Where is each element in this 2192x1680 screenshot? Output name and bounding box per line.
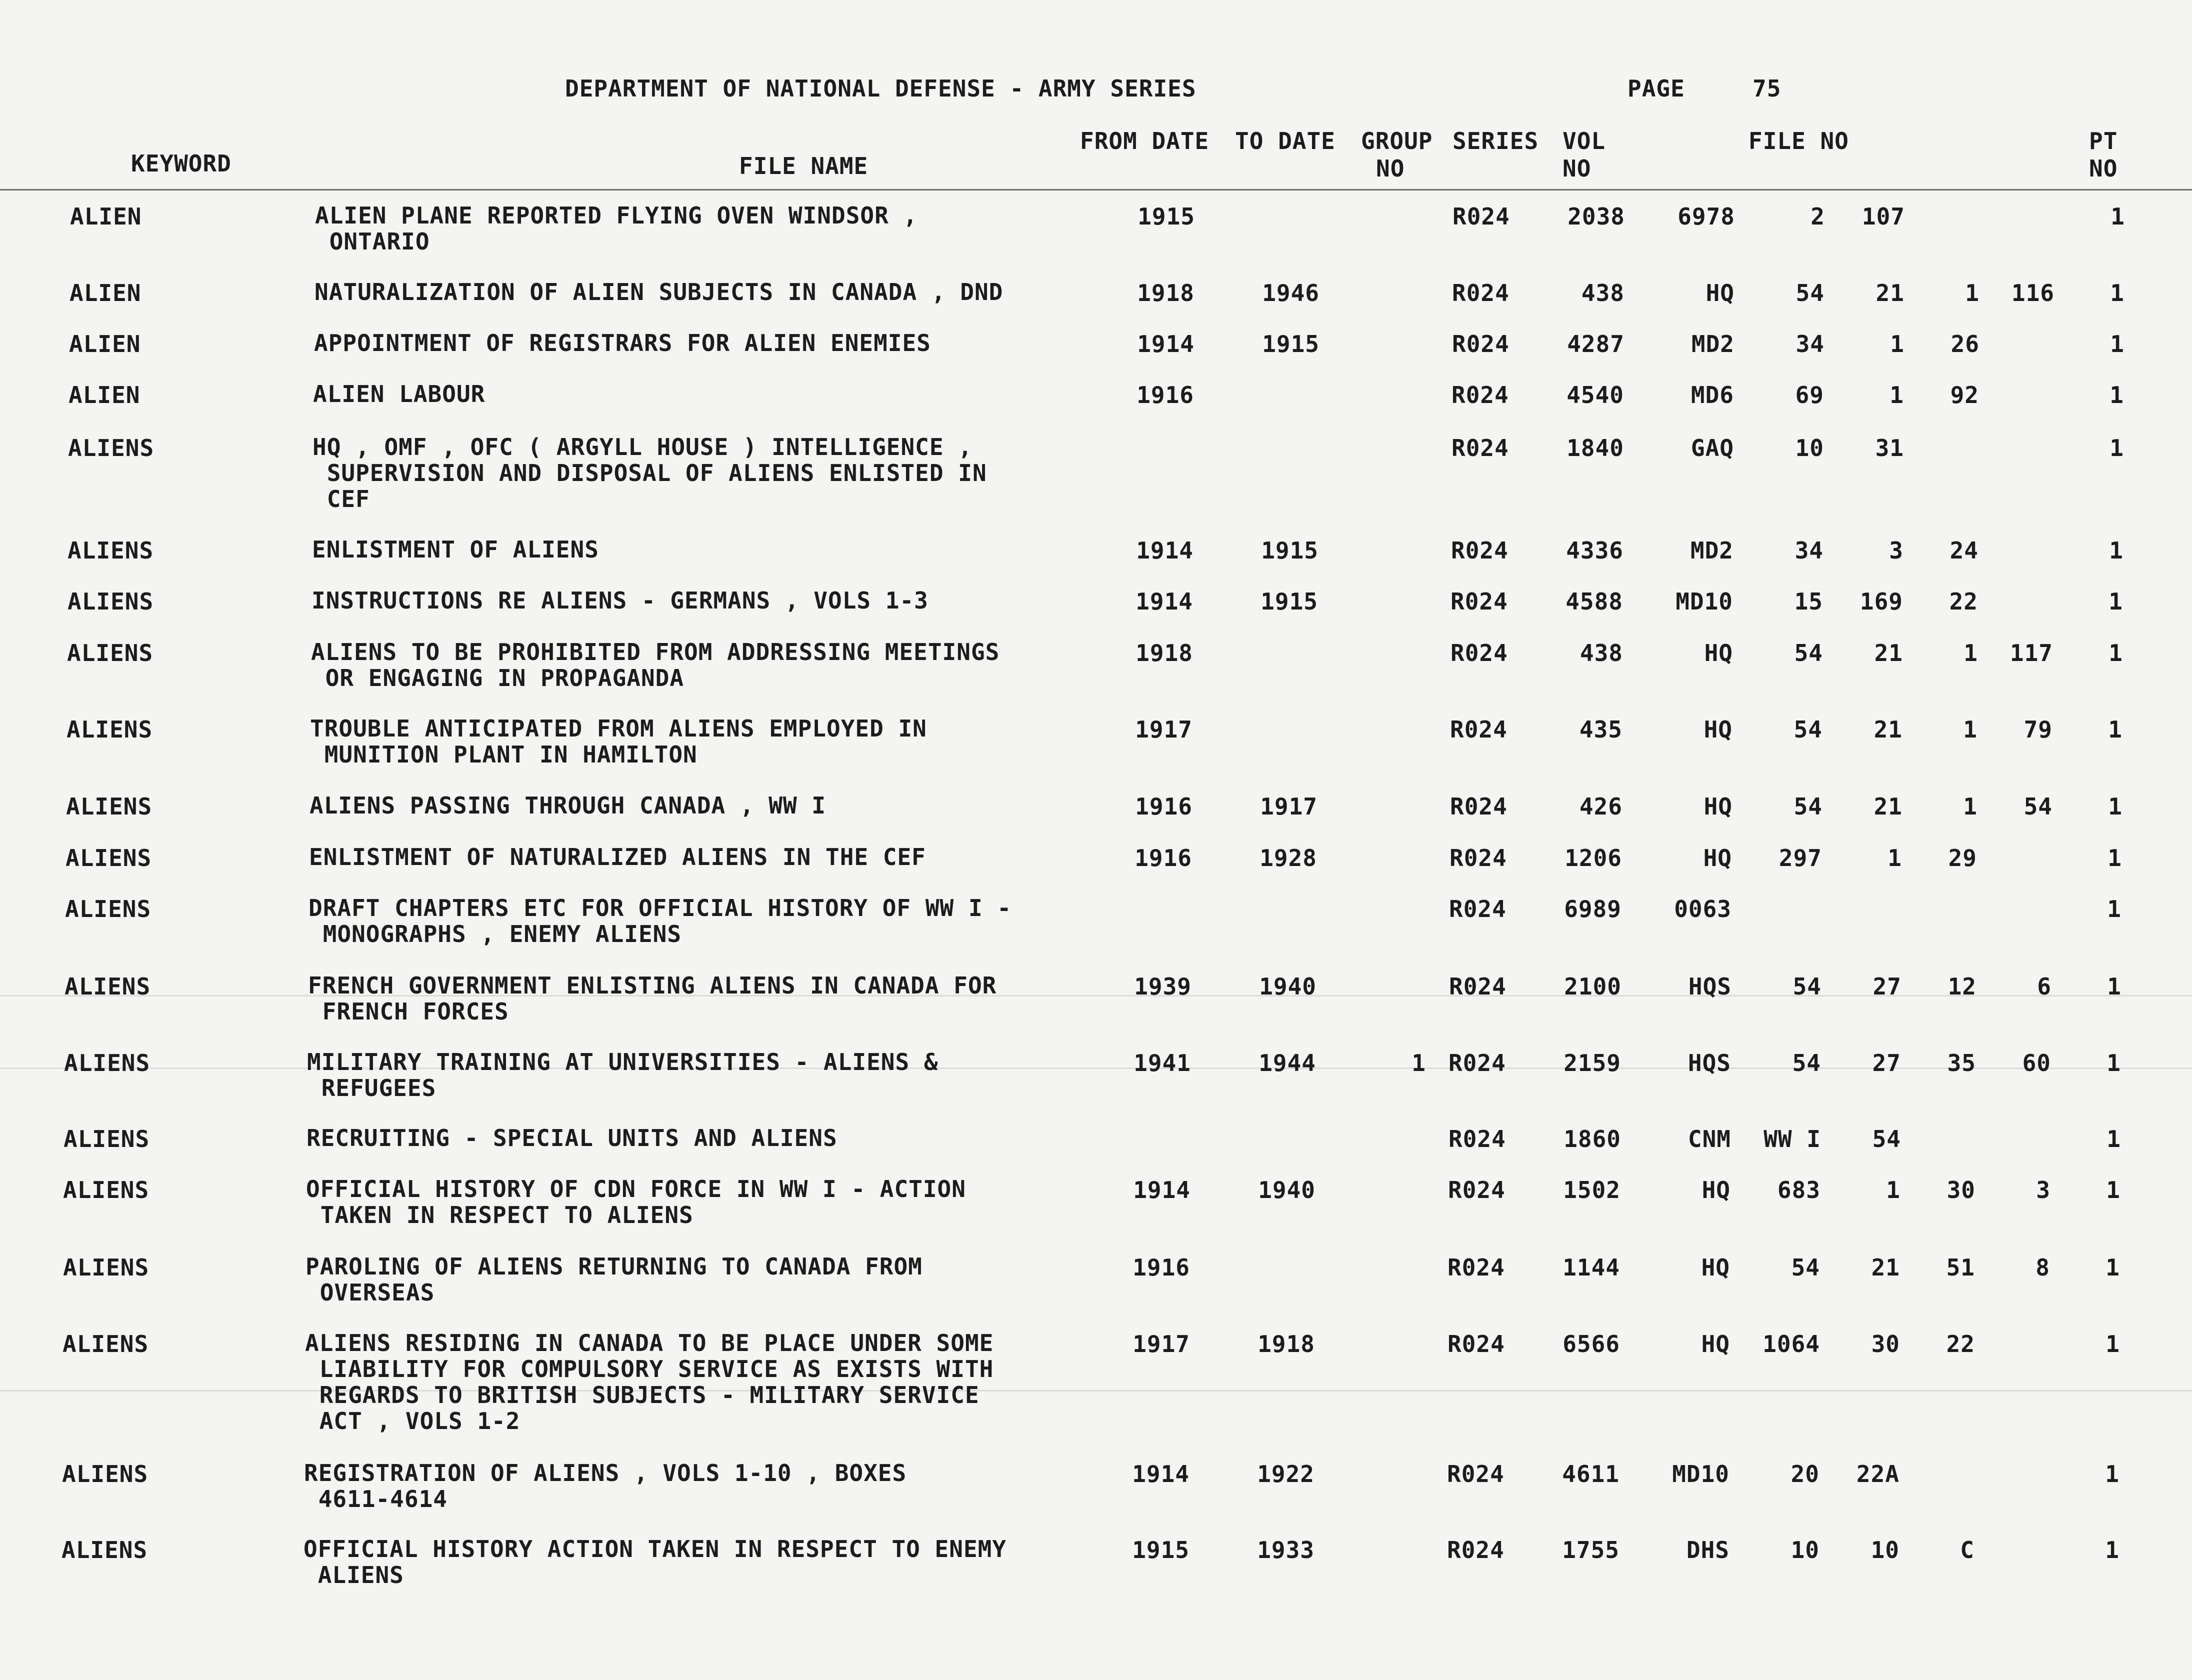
cell-vol-no: 438	[1580, 640, 1623, 666]
cell-pt-no: 1	[2106, 1330, 2120, 1358]
cell-pt-no: 1	[2110, 382, 2124, 408]
cell-keyword: ALIENS	[68, 537, 154, 564]
cell-to-date: 1944	[1258, 1050, 1316, 1076]
cell-to-date: 1917	[1260, 793, 1318, 820]
cell-vol-no: 1840	[1566, 434, 1624, 462]
cell-file-name: ALIENS TO BE PROHIBITED FROM ADDRESSING MEETINGS OR ENGAGING IN PROPAGANDA	[311, 638, 1000, 692]
cell-keyword: ALIENS	[68, 434, 154, 462]
cell-file-name: ALIEN PLANE REPORTED FLYING OVEN WINDSOR , ONTARIO	[315, 202, 918, 255]
cell-to-date: 1933	[1257, 1536, 1314, 1564]
cell-file-no-4: 1	[1964, 640, 1978, 666]
cell-series: R024	[1448, 1254, 1505, 1281]
document-title: DEPARTMENT OF NATIONAL DEFENSE - ARMY SERIES	[565, 75, 1196, 102]
cell-file-name: ALIENS PASSING THROUGH CANADA , WW I	[310, 792, 826, 819]
cell-vol-no: 6989	[1564, 896, 1622, 922]
cell-vol-no: 4540	[1566, 382, 1624, 408]
cell-file-name: PAROLING OF ALIENS RETURNING TO CANADA FROM OVERSEAS	[306, 1253, 922, 1306]
cell-series: R024	[1450, 844, 1507, 872]
cell-from-date: 1916	[1136, 382, 1194, 408]
cell-file-no-2: 69	[1795, 382, 1824, 408]
cell-file-no-3: 27	[1872, 1050, 1901, 1076]
cell-file-no-3: 21	[1874, 640, 1903, 666]
cell-file-no-1: CNM	[1688, 1126, 1731, 1152]
cell-keyword: ALIEN	[70, 203, 142, 230]
cell-keyword: ALIENS	[64, 973, 151, 1000]
cell-file-no-4: C	[1960, 1536, 1974, 1564]
cell-series: R024	[1452, 434, 1509, 462]
cell-file-no-1: HQ	[1702, 1176, 1730, 1204]
cell-file-no-2: WW I	[1764, 1126, 1821, 1152]
cell-file-name: OFFICIAL HISTORY OF CDN FORCE IN WW I - ACTION TAKEN IN RESPECT TO ALIENS	[306, 1176, 966, 1228]
cell-file-no-3: 22A	[1856, 1460, 1900, 1488]
cell-vol-no: 4611	[1562, 1460, 1620, 1488]
cell-file-no-1: HQS	[1688, 973, 1732, 1000]
cell-file-no-1: DHS	[1686, 1536, 1730, 1564]
cell-group-no: 1	[1412, 1050, 1426, 1076]
cell-series: R024	[1450, 793, 1508, 820]
cell-series: R024	[1449, 896, 1506, 922]
cell-pt-no: 1	[2106, 1254, 2120, 1281]
cell-to-date: 1940	[1258, 1176, 1316, 1204]
cell-file-no-3: 169	[1860, 588, 1903, 615]
cell-file-name: TROUBLE ANTICIPATED FROM ALIENS EMPLOYED IN MUNITION PLANT IN HAMILTON	[310, 715, 927, 768]
column-header-group-no: NO	[1376, 155, 1405, 182]
cell-file-no-1: GAQ	[1690, 434, 1734, 462]
cell-file-name: ALIEN LABOUR	[313, 380, 486, 408]
cell-keyword: ALIENS	[64, 1126, 150, 1152]
column-header-pt-no: NO	[2089, 155, 2118, 182]
cell-file-name: MILITARY TRAINING AT UNIVERSITIES - ALIENS & REFUGEES	[307, 1048, 938, 1102]
cell-file-no-3: 27	[1872, 973, 1902, 1000]
cell-file-no-2: 1064	[1762, 1330, 1820, 1358]
cell-file-no-2: 34	[1794, 537, 1824, 564]
column-header-keyword: KEYWORD	[131, 150, 232, 177]
cell-file-name: FRENCH GOVERNMENT ENLISTING ALIENS IN CANADA FOR FRENCH FORCES	[308, 972, 997, 1025]
cell-file-no-1: HQ	[1704, 716, 1732, 743]
cell-file-no-5: 3	[2036, 1176, 2050, 1204]
cell-file-no-4: 22	[1949, 588, 1978, 615]
cell-file-no-1: 6978	[1678, 203, 1735, 230]
cell-file-no-2: 297	[1778, 844, 1822, 872]
column-header-series: SERIES	[1452, 128, 1539, 154]
cell-keyword: ALIENS	[67, 640, 154, 666]
cell-pt-no: 1	[2110, 434, 2124, 462]
cell-file-no-1: MD10	[1676, 588, 1733, 615]
cell-keyword: ALIEN	[69, 330, 141, 358]
cell-pt-no: 1	[2110, 330, 2124, 358]
cell-file-no-2: 54	[1791, 1254, 1820, 1281]
cell-file-no-4: 1	[1963, 716, 1978, 743]
cell-file-name: ENLISTMENT OF NATURALIZED ALIENS IN THE CEF	[309, 844, 926, 870]
cell-series: R024	[1451, 537, 1508, 564]
cell-file-no-4: 29	[1948, 844, 1977, 872]
cell-series: R024	[1447, 1460, 1504, 1488]
cell-from-date: 1914	[1132, 1460, 1190, 1488]
cell-to-date: 1915	[1261, 537, 1318, 564]
cell-vol-no: 4287	[1567, 330, 1624, 358]
cell-file-no-2: 54	[1794, 716, 1822, 743]
cell-keyword: ALIENS	[64, 1050, 150, 1076]
cell-to-date: 1915	[1260, 588, 1318, 615]
cell-from-date: 1915	[1132, 1536, 1190, 1564]
column-header-from-date: FROM DATE	[1080, 128, 1210, 154]
cell-series: R024	[1452, 280, 1510, 306]
cell-file-name: ENLISTMENT OF ALIENS	[312, 536, 599, 563]
cell-from-date: 1918	[1137, 280, 1194, 306]
cell-keyword: ALIENS	[65, 896, 152, 922]
cell-to-date: 1928	[1260, 844, 1317, 872]
cell-file-no-2: 54	[1792, 1050, 1821, 1076]
cell-vol-no: 6566	[1562, 1330, 1620, 1358]
cell-file-name: ALIENS RESIDING IN CANADA TO BE PLACE UNDER SOME LIABILITY FOR COMPULSORY SERVICE AS EXISTS WITH REGARDS TO BRITISH SUBJECTS - MILITARY SERVICE ACT , VOLS 1-2	[305, 1330, 994, 1434]
column-header-group: GROUP	[1361, 128, 1433, 154]
cell-keyword: ALIENS	[63, 1254, 150, 1281]
cell-file-no-2: 54	[1796, 280, 1824, 306]
cell-series: R024	[1450, 716, 1508, 743]
column-header-pt: PT	[2089, 128, 2118, 154]
cell-file-no-2: 20	[1790, 1460, 1820, 1488]
page-label: PAGE	[1628, 75, 1685, 102]
cell-series: R024	[1450, 640, 1508, 666]
cell-pt-no: 1	[2107, 973, 2122, 1000]
cell-pt-no: 1	[2110, 280, 2124, 306]
cell-from-date: 1918	[1136, 640, 1193, 666]
cell-series: R024	[1448, 1330, 1505, 1358]
cell-file-no-3: 30	[1871, 1330, 1900, 1358]
cell-series: R024	[1449, 973, 1506, 1000]
cell-pt-no: 1	[2105, 1536, 2120, 1564]
cell-file-no-3: 21	[1874, 793, 1902, 820]
cell-vol-no: 2038	[1568, 203, 1625, 230]
cell-file-no-4: 22	[1946, 1330, 1975, 1358]
cell-series: R024	[1452, 203, 1510, 230]
cell-file-name: DRAFT CHAPTERS ETC FOR OFFICIAL HISTORY OF WW I - MONOGRAPHS , ENEMY ALIENS	[308, 894, 1012, 948]
cell-pt-no: 1	[2108, 716, 2122, 743]
cell-keyword: ALIENS	[63, 1176, 150, 1204]
cell-vol-no: 1502	[1563, 1176, 1620, 1204]
page-number: 75	[1752, 75, 1782, 102]
cell-file-no-3: 3	[1889, 537, 1904, 564]
cell-keyword: ALIENS	[68, 588, 154, 615]
cell-from-date: 1914	[1133, 1176, 1190, 1204]
cell-file-no-5: 117	[2010, 640, 2053, 666]
cell-file-no-1: MD2	[1690, 537, 1734, 564]
cell-file-no-3: 21	[1874, 716, 1902, 743]
cell-file-no-1: HQS	[1688, 1050, 1731, 1076]
cell-file-name: INSTRUCTIONS RE ALIENS - GERMANS , VOLS 1-3	[312, 587, 928, 614]
cell-vol-no: 1755	[1562, 1536, 1620, 1564]
cell-vol-no: 2100	[1564, 973, 1622, 1000]
cell-keyword: ALIEN	[70, 280, 142, 306]
cell-vol-no: 1860	[1564, 1126, 1621, 1152]
cell-pt-no: 1	[2109, 537, 2124, 564]
cell-from-date: 1916	[1134, 844, 1192, 872]
column-header-file-no: FILE NO	[1748, 128, 1849, 154]
cell-to-date: 1915	[1262, 330, 1320, 358]
cell-file-no-1: MD10	[1672, 1460, 1730, 1488]
cell-file-no-2: 15	[1794, 588, 1823, 615]
cell-file-no-1: HQ	[1704, 793, 1732, 820]
cell-file-no-4: 35	[1947, 1050, 1976, 1076]
cell-pt-no: 1	[2108, 588, 2123, 615]
cell-file-no-3: 1	[1886, 1176, 1900, 1204]
cell-file-no-4: 1	[1963, 793, 1978, 820]
cell-file-no-4: 30	[1946, 1176, 1976, 1204]
cell-file-no-1: MD2	[1691, 330, 1734, 358]
cell-file-no-2: 54	[1794, 793, 1822, 820]
cell-file-name: HQ , OMF , OFC ( ARGYLL HOUSE ) INTELLIGENCE , SUPERVISION AND DISPOSAL OF ALIENS ENLISTED IN CEF	[312, 434, 987, 512]
cell-pt-no: 1	[2107, 896, 2122, 922]
cell-pt-no: 1	[2108, 844, 2122, 872]
cell-vol-no: 1144	[1562, 1254, 1620, 1281]
cell-keyword: ALIENS	[66, 716, 153, 743]
cell-file-no-1: MD6	[1690, 382, 1734, 408]
cell-series: R024	[1448, 1126, 1506, 1152]
cell-file-no-4: 92	[1950, 382, 1979, 408]
cell-file-no-4: 24	[1950, 537, 1978, 564]
cell-pt-no: 1	[2106, 1126, 2121, 1152]
cell-file-no-3: 10	[1870, 1536, 1900, 1564]
cell-file-no-3: 107	[1862, 203, 1905, 230]
cell-series: R024	[1447, 1536, 1504, 1564]
cell-keyword: ALIENS	[66, 844, 152, 872]
cell-file-no-1: HQ	[1703, 844, 1732, 872]
cell-to-date: 1946	[1262, 280, 1320, 306]
cell-series: R024	[1450, 588, 1508, 615]
cell-file-no-4: 51	[1946, 1254, 1975, 1281]
cell-file-name: RECRUITING - SPECIAL UNITS AND ALIENS	[306, 1124, 838, 1152]
cell-from-date: 1941	[1134, 1050, 1191, 1076]
cell-pt-no: 1	[2108, 793, 2122, 820]
cell-file-no-2: 54	[1792, 973, 1822, 1000]
cell-from-date: 1914	[1136, 537, 1194, 564]
cell-vol-no: 1206	[1564, 844, 1622, 872]
cell-file-name: APPOINTMENT OF REGISTRARS FOR ALIEN ENEMIES	[314, 330, 931, 356]
cell-file-no-2: 2	[1810, 203, 1825, 230]
cell-file-name: REGISTRATION OF ALIENS , VOLS 1-10 , BOXES 4611-4614	[304, 1460, 907, 1512]
cell-keyword: ALIENS	[62, 1330, 149, 1358]
cell-file-no-1: HQ	[1704, 640, 1733, 666]
cell-vol-no: 2159	[1564, 1050, 1621, 1076]
cell-file-no-5: 54	[2024, 793, 2052, 820]
cell-from-date: 1917	[1132, 1330, 1190, 1358]
cell-pt-no: 1	[2106, 1176, 2120, 1204]
cell-vol-no: 4588	[1566, 588, 1623, 615]
cell-vol-no: 4336	[1566, 537, 1624, 564]
cell-file-no-2: 34	[1796, 330, 1824, 358]
cell-file-no-2: 683	[1777, 1176, 1820, 1204]
cell-file-no-1: HQ	[1701, 1330, 1730, 1358]
cell-pt-no: 1	[2110, 203, 2125, 230]
cell-from-date: 1914	[1137, 330, 1194, 358]
cell-pt-no: 1	[2108, 640, 2123, 666]
cell-from-date: 1915	[1138, 203, 1195, 230]
cell-file-no-3: 21	[1876, 280, 1904, 306]
cell-file-no-5: 60	[2022, 1050, 2051, 1076]
cell-file-no-1: HQ	[1701, 1254, 1730, 1281]
cell-file-no-2: 10	[1795, 434, 1824, 462]
cell-keyword: ALIEN	[68, 382, 140, 408]
cell-keyword: ALIENS	[62, 1460, 148, 1488]
cell-to-date: 1918	[1258, 1330, 1315, 1358]
cell-from-date: 1916	[1132, 1254, 1190, 1281]
column-header-to-date: TO DATE	[1235, 128, 1336, 154]
cell-keyword: ALIENS	[66, 793, 152, 820]
cell-file-no-4: 1	[1965, 280, 1980, 306]
cell-file-no-5: 116	[2011, 280, 2054, 306]
header-rule	[0, 189, 2192, 190]
cell-file-no-2: 54	[1794, 640, 1823, 666]
cell-file-no-3: 1	[1888, 844, 1902, 872]
cell-from-date: 1917	[1135, 716, 1192, 743]
cell-file-no-4: 26	[1950, 330, 1980, 358]
cell-vol-no: 438	[1581, 280, 1624, 306]
cell-vol-no: 435	[1579, 716, 1622, 743]
cell-to-date: 1922	[1257, 1460, 1314, 1488]
cell-from-date: 1939	[1134, 973, 1192, 1000]
cell-file-no-3: 1	[1890, 330, 1904, 358]
cell-series: R024	[1448, 1050, 1506, 1076]
cell-file-no-1: 0063	[1674, 896, 1732, 922]
cell-file-no-3: 1	[1890, 382, 1904, 408]
cell-series: R024	[1452, 330, 1510, 358]
cell-file-no-5: 79	[2024, 716, 2052, 743]
cell-file-name: OFFICIAL HISTORY ACTION TAKEN IN RESPECT TO ENEMY ALIENS	[304, 1536, 1007, 1588]
cell-pt-no: 1	[2105, 1460, 2120, 1488]
cell-pt-no: 1	[2106, 1050, 2121, 1076]
cell-file-no-2: 10	[1790, 1536, 1820, 1564]
cell-file-no-5: 8	[2036, 1254, 2050, 1281]
cell-vol-no: 426	[1579, 793, 1622, 820]
cell-file-name: NATURALIZATION OF ALIEN SUBJECTS IN CANADA , DND	[314, 278, 1004, 306]
cell-from-date: 1914	[1136, 588, 1193, 615]
cell-file-no-3: 31	[1875, 434, 1904, 462]
cell-from-date: 1916	[1135, 793, 1192, 820]
cell-file-no-1: HQ	[1706, 280, 1734, 306]
cell-keyword: ALIENS	[62, 1536, 148, 1564]
cell-to-date: 1940	[1259, 973, 1316, 1000]
column-header-vol-no: NO	[1562, 155, 1592, 182]
cell-file-no-3: 21	[1871, 1254, 1900, 1281]
column-header-vol: VOL	[1562, 128, 1606, 154]
cell-series: R024	[1448, 1176, 1506, 1204]
cell-file-no-5: 6	[2037, 973, 2052, 1000]
cell-series: R024	[1452, 382, 1509, 408]
column-header-file-name: FILE NAME	[739, 152, 868, 180]
cell-file-no-3: 54	[1872, 1126, 1901, 1152]
cell-file-no-4: 12	[1948, 973, 1976, 1000]
